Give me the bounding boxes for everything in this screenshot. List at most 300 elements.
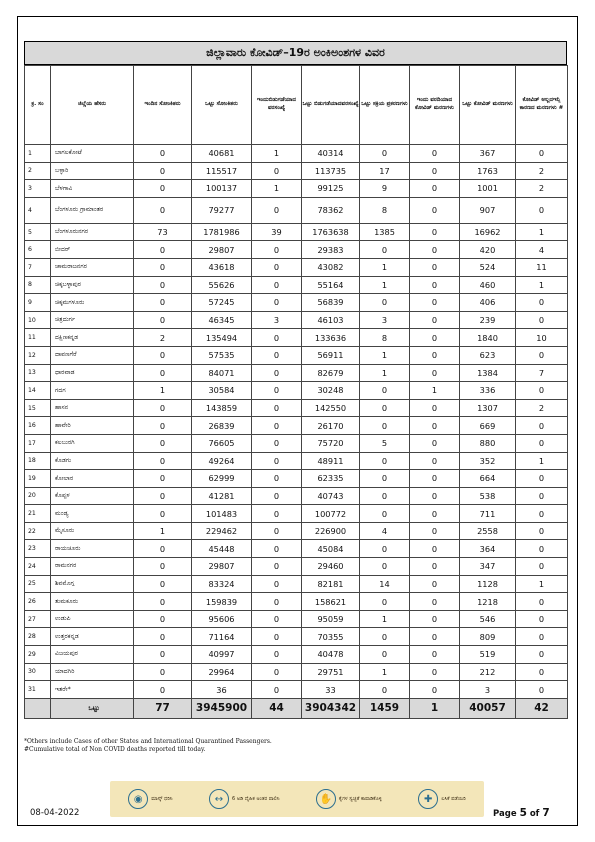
table-row [25,145,568,163]
cell-today-deaths: 0 [410,329,460,347]
cell-non-covid-deaths: 0 [516,294,568,312]
cell-total-cases: 41281 [192,487,252,505]
cell-total-cases: 1781986 [192,223,252,241]
cell-sl: 16 [25,417,51,435]
cell-total-deaths: 347 [460,558,516,576]
cell-active-cases: 0 [360,294,410,312]
totals-row [25,698,568,718]
cell-today-discharged: 1 [252,145,302,163]
cell-total-deaths: 212 [460,663,516,681]
cell-non-covid-deaths: 0 [516,487,568,505]
cell-non-covid-deaths: 10 [516,329,568,347]
cell-sl: 17 [25,434,51,452]
table-row [25,505,568,523]
cell-today-deaths: 0 [410,470,460,488]
cell-sl: 22 [25,522,51,540]
cell-today-cases: 1 [134,522,192,540]
cell-sl: 7 [25,258,51,276]
cell-total-deaths: 1218 [460,593,516,611]
cell-active-cases: 1 [360,663,410,681]
cell-today-discharged: 0 [252,646,302,664]
total-non-covid-deaths: 42 [516,698,568,718]
cell-today-cases: 0 [134,681,192,699]
cell-total-discharged: 75720 [302,434,360,452]
table-row [25,241,568,259]
cell-active-cases: 0 [360,241,410,259]
cell-active-cases: 9 [360,180,410,198]
total-active-cases: 1459 [360,698,410,718]
cell-total-cases: 159839 [192,593,252,611]
cell-today-cases: 2 [134,329,192,347]
cell-non-covid-deaths: 0 [516,346,568,364]
cell-total-discharged: 113735 [302,162,360,180]
cell-total-discharged: 30248 [302,382,360,400]
table-row [25,197,568,223]
cell-total-cases: 83324 [192,575,252,593]
cell-total-discharged: 26170 [302,417,360,435]
cell-district: ಚಿಕ್ಕಮಗಳೂರು [51,294,134,312]
cell-total-cases: 30584 [192,382,252,400]
cell-total-deaths: 406 [460,294,516,312]
cell-today-cases: 0 [134,628,192,646]
cell-sl: 2 [25,162,51,180]
table-row [25,329,568,347]
cell-sl: 14 [25,382,51,400]
cell-today-cases: 0 [134,470,192,488]
cell-today-cases: 0 [134,180,192,198]
cell-district: ಕೋಲಾರ [51,470,134,488]
cell-today-cases: 0 [134,663,192,681]
cell-total-cases: 57245 [192,294,252,312]
cell-total-deaths: 664 [460,470,516,488]
cell-today-discharged: 0 [252,434,302,452]
cell-non-covid-deaths: 2 [516,162,568,180]
cell-district: ಬಳ್ಳಾರಿ [51,162,134,180]
cell-today-discharged: 0 [252,575,302,593]
totals-empty-cell [25,698,51,718]
page-number [493,807,550,819]
cell-today-deaths: 0 [410,346,460,364]
table-row [25,663,568,681]
cell-non-covid-deaths: 0 [516,663,568,681]
cell-total-deaths: 1763 [460,162,516,180]
cell-non-covid-deaths: 0 [516,470,568,488]
cell-total-deaths: 519 [460,646,516,664]
cell-total-discharged: 40478 [302,646,360,664]
cell-today-deaths: 0 [410,628,460,646]
cell-today-discharged: 0 [252,522,302,540]
cell-sl: 30 [25,663,51,681]
cell-total-discharged: 29383 [302,241,360,259]
cell-sl: 28 [25,628,51,646]
cell-total-discharged: 29751 [302,663,360,681]
cell-district: ಮೈಸೂರು [51,522,134,540]
cell-district: ಬೆಳಗಾವಿ [51,180,134,198]
cell-district: ಚಿತ್ರದುರ್ಗ [51,311,134,329]
page-current: 5 [519,807,527,819]
cell-total-cases: 29964 [192,663,252,681]
cell-total-deaths: 1001 [460,180,516,198]
district-covid-table [24,65,568,719]
cell-sl: 9 [25,294,51,312]
cell-district: ಮಂಡ್ಯ [51,505,134,523]
cell-today-cases: 0 [134,162,192,180]
table-row [25,628,568,646]
cell-total-discharged: 46103 [302,311,360,329]
cell-non-covid-deaths: 0 [516,197,568,223]
cell-today-discharged: 0 [252,681,302,699]
cell-total-cases: 36 [192,681,252,699]
cell-sl: 13 [25,364,51,382]
cell-active-cases: 0 [360,540,410,558]
cell-sl: 19 [25,470,51,488]
cell-sl: 23 [25,540,51,558]
cell-today-cases: 0 [134,646,192,664]
banner-text: ಮಾಸ್ಕ್ ಧರಿಸಿ [151,795,173,802]
cell-today-discharged: 0 [252,505,302,523]
cell-non-covid-deaths: 2 [516,399,568,417]
cell-today-deaths: 0 [410,417,460,435]
cell-today-deaths: 0 [410,276,460,294]
cell-today-discharged: 0 [252,593,302,611]
total-today-discharged: 44 [252,698,302,718]
banner-item-vaccine [418,789,466,809]
cell-sl: 26 [25,593,51,611]
cell-total-deaths: 669 [460,417,516,435]
table-row [25,487,568,505]
table-row [25,522,568,540]
cell-today-deaths: 0 [410,241,460,259]
cell-total-cases: 84071 [192,364,252,382]
cell-total-discharged: 40743 [302,487,360,505]
cell-total-cases: 43618 [192,258,252,276]
cell-sl: 20 [25,487,51,505]
cell-today-deaths: 0 [410,558,460,576]
cell-district: ಶಿವಮೊಗ್ಗ [51,575,134,593]
cell-sl: 3 [25,180,51,198]
cell-non-covid-deaths: 0 [516,505,568,523]
cell-total-deaths: 1840 [460,329,516,347]
page-total: 7 [542,807,550,819]
header-district: ಜಿಲ್ಲೆಯ ಹೆಸರು [51,66,134,145]
cell-total-discharged: 62335 [302,470,360,488]
table-row [25,558,568,576]
table-row [25,646,568,664]
cell-today-cases: 0 [134,434,192,452]
total-total-deaths: 40057 [460,698,516,718]
cell-total-deaths: 623 [460,346,516,364]
table-row [25,364,568,382]
table-row [25,382,568,400]
table-row [25,223,568,241]
cell-district: ಕೊಡಗು [51,452,134,470]
cell-total-deaths: 907 [460,197,516,223]
header-today-cases: ಇಂದಿನ ಸೋಂಕಿತರು [134,66,192,145]
cell-today-discharged: 0 [252,162,302,180]
cell-today-discharged: 3 [252,311,302,329]
cell-district: ದಾವಣಗೆರೆ [51,346,134,364]
cell-non-covid-deaths: 2 [516,180,568,198]
cell-active-cases: 0 [360,452,410,470]
table-row [25,294,568,312]
cell-today-deaths: 0 [410,452,460,470]
cell-today-discharged: 0 [252,258,302,276]
cell-non-covid-deaths: 0 [516,382,568,400]
cell-today-cases: 0 [134,145,192,163]
cell-district: ಯಾದಗಿರಿ [51,663,134,681]
cell-district: ಕೊಪ್ಪಳ [51,487,134,505]
cell-non-covid-deaths: 7 [516,364,568,382]
cell-today-deaths: 0 [410,180,460,198]
cell-total-discharged: 48911 [302,452,360,470]
table-row [25,610,568,628]
cell-today-discharged: 0 [252,628,302,646]
cell-district: ರಾಯಚೂರು [51,540,134,558]
cell-district: ಚಾಮರಾಜನಗರ [51,258,134,276]
cell-total-cases: 95606 [192,610,252,628]
header-today-discharged: ಇಂದುಬಿಡುಗಡೆಯಾದ ವರಸಂಖ್ಯೆ [252,66,302,145]
cell-non-covid-deaths: 0 [516,593,568,611]
cell-today-cases: 0 [134,487,192,505]
cell-total-deaths: 2558 [460,522,516,540]
cell-today-cases: 0 [134,610,192,628]
cell-sl: 15 [25,399,51,417]
cell-total-cases: 29807 [192,558,252,576]
cell-today-cases: 0 [134,417,192,435]
cell-sl: 6 [25,241,51,259]
total-total-cases: 3945900 [192,698,252,718]
cell-total-cases: 101483 [192,505,252,523]
cell-today-cases: 0 [134,311,192,329]
cell-district: ಇತರೇ* [51,681,134,699]
cell-total-cases: 45448 [192,540,252,558]
cell-total-cases: 40681 [192,145,252,163]
cell-total-deaths: 364 [460,540,516,558]
cell-district: ಧಾರವಾಡ [51,364,134,382]
cell-sl: 31 [25,681,51,699]
cell-non-covid-deaths: 0 [516,610,568,628]
cell-today-cases: 0 [134,452,192,470]
cell-sl: 12 [25,346,51,364]
cell-sl: 24 [25,558,51,576]
cell-sl: 1 [25,145,51,163]
cell-today-deaths: 0 [410,434,460,452]
cell-sl: 11 [25,329,51,347]
cell-today-discharged: 0 [252,663,302,681]
cell-district: ಬಾಗಲಕೋಟೆ [51,145,134,163]
cell-total-cases: 26839 [192,417,252,435]
cell-today-discharged: 0 [252,417,302,435]
cell-total-cases: 29807 [192,241,252,259]
cell-total-deaths: 352 [460,452,516,470]
banner-item-distance [209,789,280,809]
cell-total-discharged: 142550 [302,399,360,417]
cell-today-discharged: 0 [252,540,302,558]
cell-total-cases: 62999 [192,470,252,488]
cell-total-discharged: 100772 [302,505,360,523]
table-row [25,276,568,294]
cell-today-cases: 0 [134,258,192,276]
cell-total-deaths: 538 [460,487,516,505]
table-row [25,180,568,198]
cell-sl: 4 [25,197,51,223]
cell-non-covid-deaths: 0 [516,145,568,163]
vaccine-icon: ✚ [418,789,438,809]
total-district: ಒಟ್ಟು [51,698,134,718]
cell-total-cases: 40997 [192,646,252,664]
cell-today-deaths: 0 [410,663,460,681]
cell-active-cases: 0 [360,470,410,488]
cell-today-deaths: 0 [410,575,460,593]
cell-active-cases: 14 [360,575,410,593]
cell-total-cases: 57535 [192,346,252,364]
header-active-cases: ಒಟ್ಟು ಸಕ್ರಿಯ ಪ್ರಕರಣಗಳು [360,66,410,145]
cell-total-discharged: 55164 [302,276,360,294]
cell-total-cases: 100137 [192,180,252,198]
cell-total-discharged: 158621 [302,593,360,611]
table-row [25,575,568,593]
header-today-deaths: ಇಂದು ವರದಿಯಾದ ಕೋವಿಡ್ ಮರಣಗಳು [410,66,460,145]
cell-today-discharged: 0 [252,610,302,628]
cell-active-cases: 3 [360,311,410,329]
cell-total-discharged: 45084 [302,540,360,558]
cell-total-discharged: 56839 [302,294,360,312]
cell-sl: 5 [25,223,51,241]
header-total-deaths: ಒಟ್ಟು ಕೋವಿಡ್ ಮರಣಗಳು [460,66,516,145]
cell-district: ದಕ್ಷಿಣಕನ್ನಡ [51,329,134,347]
cell-today-discharged: 0 [252,241,302,259]
cell-today-deaths: 1 [410,382,460,400]
footnotes [24,738,272,754]
cell-non-covid-deaths: 1 [516,276,568,294]
cell-today-deaths: 0 [410,540,460,558]
cell-active-cases: 0 [360,628,410,646]
cell-today-cases: 0 [134,558,192,576]
cell-today-discharged: 0 [252,294,302,312]
cell-today-cases: 0 [134,399,192,417]
total-total-discharged: 3904342 [302,698,360,718]
cell-active-cases: 0 [360,399,410,417]
cell-non-covid-deaths: 1 [516,223,568,241]
header-non-covid-deaths: ಕೋವಿಡ್ ಅಲ್ಲದಇನ್ನಿ ಕಾರಣದ ಮರಣಗಳು # [516,66,568,145]
cell-total-deaths: 239 [460,311,516,329]
cell-non-covid-deaths: 0 [516,646,568,664]
cell-active-cases: 1 [360,610,410,628]
table-row [25,162,568,180]
cell-total-cases: 115517 [192,162,252,180]
cell-active-cases: 8 [360,329,410,347]
cell-total-deaths: 16962 [460,223,516,241]
cell-total-cases: 46345 [192,311,252,329]
cell-district: ಹಾವೇರಿ [51,417,134,435]
cell-today-cases: 0 [134,505,192,523]
cell-active-cases: 0 [360,593,410,611]
cell-sl: 8 [25,276,51,294]
total-today-cases: 77 [134,698,192,718]
report-title: ಜಿಲ್ಲಾವಾರು ಕೋವಿಡ್–19ರ ಅಂಕಿಅಂಶಗಳ ವಿವರ [24,41,567,65]
cell-today-discharged: 0 [252,382,302,400]
table-row [25,311,568,329]
report-date: 08-04-2022 [30,808,80,818]
cell-district: ಕಲಬುರಗಿ [51,434,134,452]
cell-non-covid-deaths: 0 [516,311,568,329]
cell-today-deaths: 0 [410,197,460,223]
cell-total-discharged: 33 [302,681,360,699]
cell-total-cases: 55626 [192,276,252,294]
cell-today-cases: 73 [134,223,192,241]
banner-text: ಕೈಗಳ ಸ್ವಚ್ಛತೆ ಕಾಪಾಡಿಕೊಳ್ಳಿ [338,795,382,802]
cell-total-deaths: 1307 [460,399,516,417]
cell-today-discharged: 0 [252,558,302,576]
table-row [25,540,568,558]
cell-non-covid-deaths: 0 [516,540,568,558]
header-sl: ಕ್ರ. ಸಂ [25,66,51,145]
cell-total-deaths: 711 [460,505,516,523]
cell-total-discharged: 29460 [302,558,360,576]
cell-today-deaths: 0 [410,223,460,241]
banner-text: ಲಸಿಕೆ ಪಡೆಯಿರಿ [441,795,466,802]
handwash-icon: ✋ [316,789,336,809]
cell-today-deaths: 0 [410,646,460,664]
header-total-cases: ಒಟ್ಟು ಸೋಂಕಿತರು [192,66,252,145]
cell-total-deaths: 546 [460,610,516,628]
total-today-deaths: 1 [410,698,460,718]
cell-total-deaths: 420 [460,241,516,259]
cell-active-cases: 1385 [360,223,410,241]
footnote-non-covid: #Cumulative total of Non COVID deaths reported till today. [24,746,206,754]
safety-banner [110,781,484,817]
table-row [25,258,568,276]
cell-active-cases: 4 [360,522,410,540]
cell-active-cases: 0 [360,487,410,505]
cell-non-covid-deaths: 1 [516,575,568,593]
cell-active-cases: 5 [360,434,410,452]
cell-today-cases: 0 [134,346,192,364]
cell-sl: 29 [25,646,51,664]
cell-today-cases: 0 [134,276,192,294]
table-row [25,346,568,364]
table-row [25,470,568,488]
cell-today-deaths: 0 [410,681,460,699]
cell-total-discharged: 78362 [302,197,360,223]
cell-non-covid-deaths: 0 [516,681,568,699]
cell-today-deaths: 0 [410,610,460,628]
cell-today-discharged: 0 [252,329,302,347]
cell-today-cases: 0 [134,197,192,223]
cell-today-deaths: 0 [410,364,460,382]
cell-total-discharged: 43082 [302,258,360,276]
cell-total-deaths: 880 [460,434,516,452]
cell-today-discharged: 0 [252,452,302,470]
cell-active-cases: 0 [360,417,410,435]
cell-today-deaths: 0 [410,522,460,540]
cell-total-deaths: 1384 [460,364,516,382]
cell-active-cases: 0 [360,505,410,523]
cell-district: ರಾಮನಗರ [51,558,134,576]
table-row [25,681,568,699]
cell-today-deaths: 0 [410,294,460,312]
cell-today-cases: 1 [134,382,192,400]
banner-text: 6 ಅಡಿ ದೈಹಿಕ ಅಂತರ ಪಾಲಿಸಿ [231,795,280,802]
cell-total-deaths: 809 [460,628,516,646]
cell-total-cases: 135494 [192,329,252,347]
cell-today-deaths: 0 [410,311,460,329]
cell-today-deaths: 0 [410,593,460,611]
cell-total-discharged: 226900 [302,522,360,540]
cell-active-cases: 1 [360,364,410,382]
cell-today-discharged: 0 [252,399,302,417]
cell-active-cases: 8 [360,197,410,223]
